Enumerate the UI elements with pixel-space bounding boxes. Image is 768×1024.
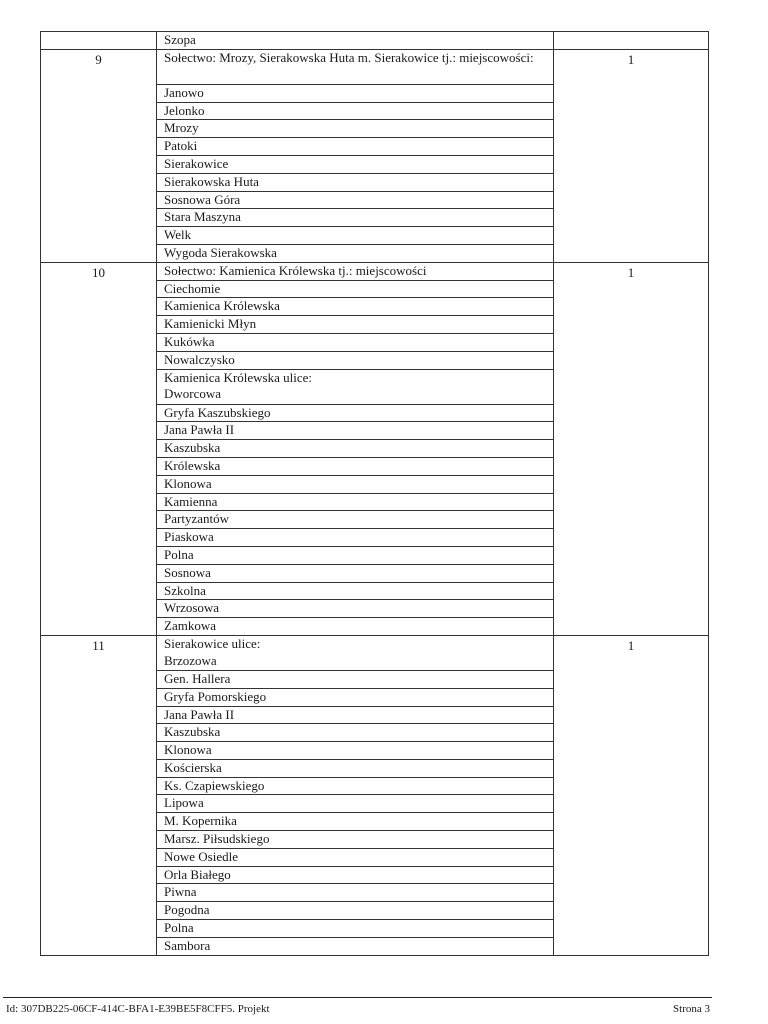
place-name: Sołectwo: Kamienica Królewska tj.: miejscowości (157, 262, 554, 280)
place-name: Wrzosowa (157, 600, 554, 618)
place-name: Jana Pawła II (157, 706, 554, 724)
place-name: Ciechomie (157, 280, 554, 298)
seat-count: 1 (554, 635, 709, 955)
place-name: Kukówka (157, 333, 554, 351)
place-name: Stara Maszyna (157, 209, 554, 227)
place-name: Mrozy (157, 120, 554, 138)
place-name: Gen. Hallera (157, 670, 554, 688)
page-number: Strona 3 (673, 1003, 710, 1015)
district-number (41, 32, 157, 50)
place-name: Lipowa (157, 795, 554, 813)
place-name: Kościerska (157, 759, 554, 777)
table-row (41, 262, 709, 280)
place-name: Szopa (157, 32, 554, 50)
place-name: Kaszubska (157, 440, 554, 458)
place-name: Kamienica Królewska (157, 298, 554, 316)
place-name: Piaskowa (157, 529, 554, 547)
districts-table (40, 31, 709, 956)
place-name: Nowe Osiedle (157, 848, 554, 866)
place-name: Szkolna (157, 582, 554, 600)
place-name: Sosnowa (157, 564, 554, 582)
place-name: Polna (157, 920, 554, 938)
seat-count: 1 (554, 49, 709, 262)
table-row (41, 32, 709, 50)
place-name: Jana Pawła II (157, 422, 554, 440)
place-name: Ks. Czapiewskiego (157, 777, 554, 795)
place-name: Welk (157, 227, 554, 245)
place-name: Sołectwo: Mrozy, Sierakowska Huta m. Sierakowice tj.: miejscowości: (157, 49, 554, 84)
district-number: 9 (41, 49, 157, 262)
place-name: Zamkowa (157, 618, 554, 636)
district-number: 10 (41, 262, 157, 635)
place-name: Kaszubska (157, 724, 554, 742)
place-name: Orla Białego (157, 866, 554, 884)
place-name: Kamienica Królewska ulice: Dworcowa (157, 369, 554, 404)
place-name: Nowalczysko (157, 351, 554, 369)
place-name: Sosnowa Góra (157, 191, 554, 209)
place-name: Sierakowice (157, 155, 554, 173)
place-name: Janowo (157, 84, 554, 102)
place-name: Sierakowska Huta (157, 173, 554, 191)
place-name: Wygoda Sierakowska (157, 244, 554, 262)
place-name: Kamienicki Młyn (157, 316, 554, 334)
place-name: Polna (157, 546, 554, 564)
place-name: Partyzantów (157, 511, 554, 529)
table-row (41, 49, 709, 84)
place-name: Klonowa (157, 742, 554, 760)
place-name: Gryfa Pomorskiego (157, 688, 554, 706)
place-name: Królewska (157, 457, 554, 475)
place-name: Klonowa (157, 475, 554, 493)
place-name: Sierakowice ulice: Brzozowa (157, 635, 554, 670)
seat-count: 1 (554, 262, 709, 635)
place-name: Gryfa Kaszubskiego (157, 404, 554, 422)
table-row (41, 635, 709, 670)
place-name: Patoki (157, 138, 554, 156)
place-name: Kamienna (157, 493, 554, 511)
seat-count (554, 32, 709, 50)
place-name: Piwna (157, 884, 554, 902)
footer-divider (3, 997, 712, 998)
place-name: M. Kopernika (157, 813, 554, 831)
place-name: Marsz. Piłsudskiego (157, 831, 554, 849)
place-name: Sambora (157, 937, 554, 955)
document-id: Id: 307DB225-06CF-414C-BFA1-E39BE5F8CFF5. Projekt (6, 1003, 270, 1015)
place-name: Jelonko (157, 102, 554, 120)
district-number: 11 (41, 635, 157, 955)
place-name: Pogodna (157, 902, 554, 920)
